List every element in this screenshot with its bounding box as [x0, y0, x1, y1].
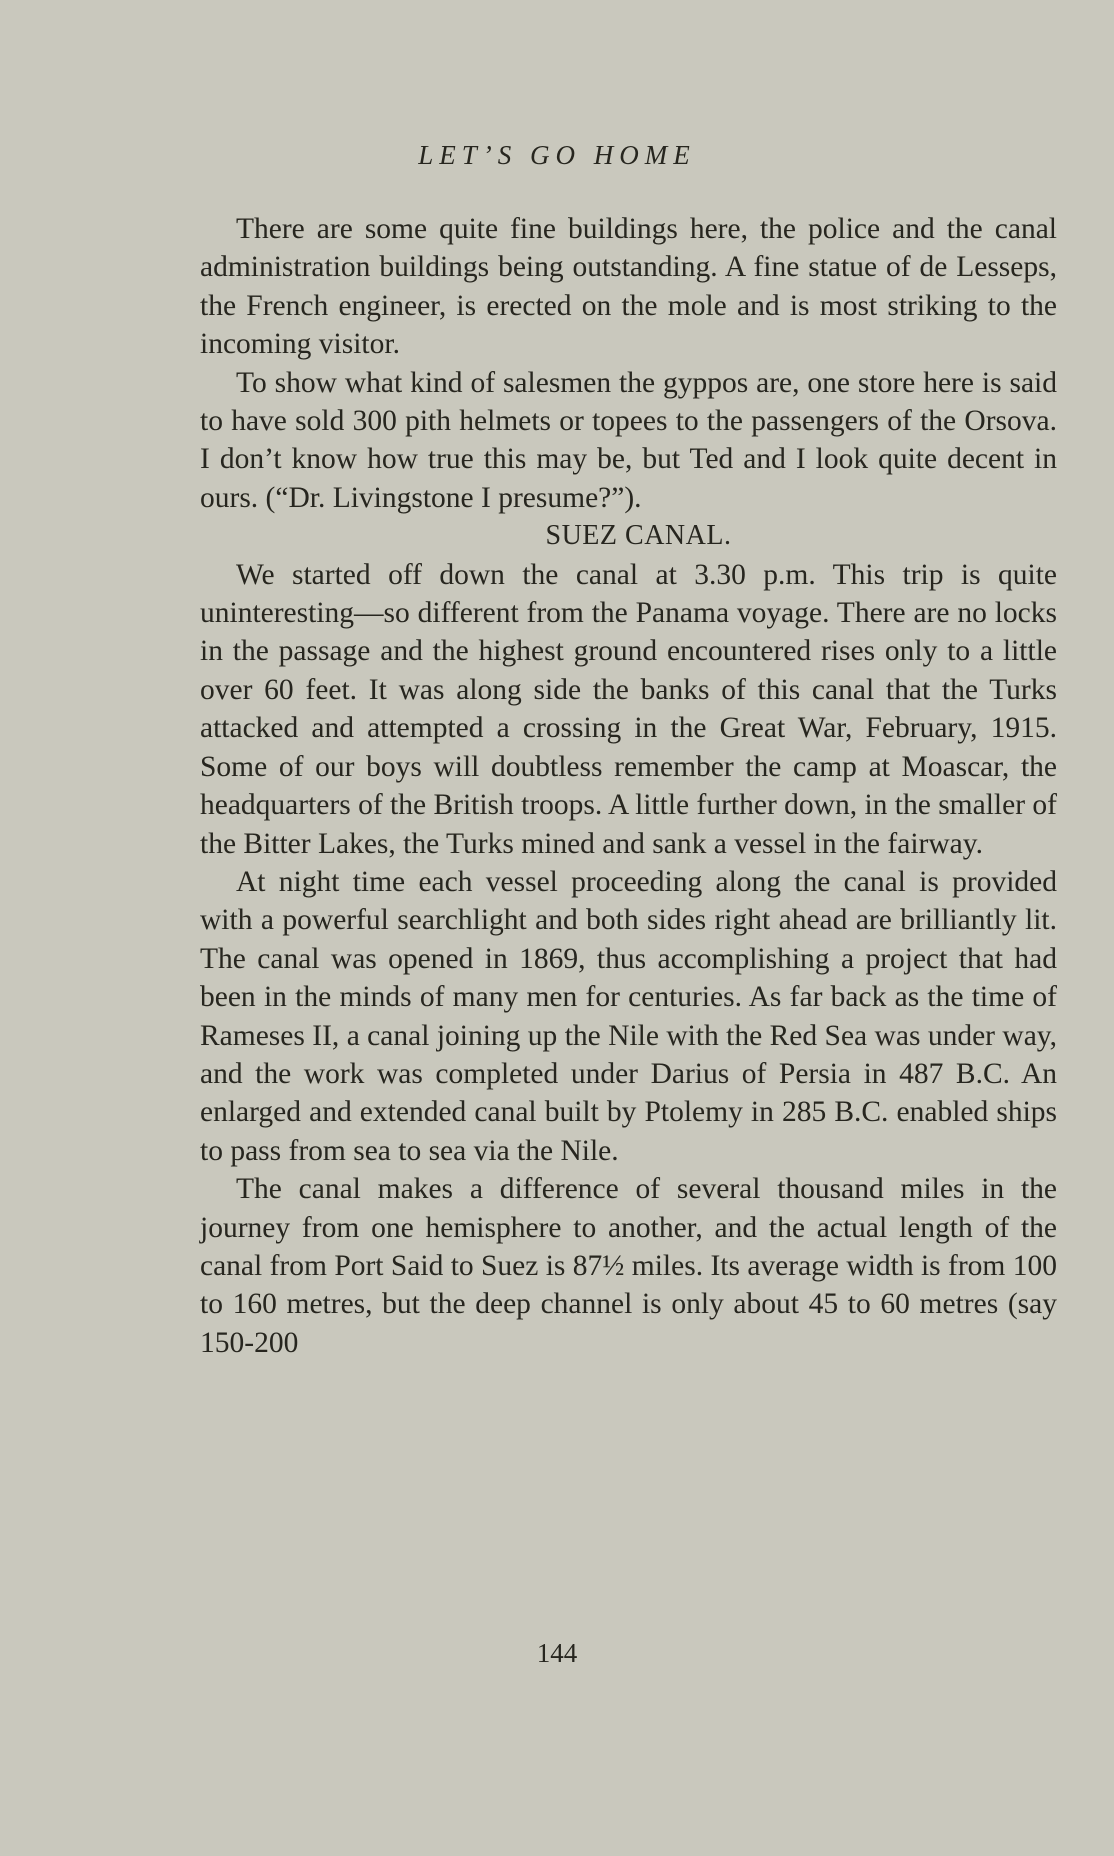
body-text: [200, 210, 1057, 1362]
running-header: LET’S GO HOME: [418, 140, 696, 170]
paragraph-helmets: To show what kind of salesmen the gyppos are, one store here is said to have sold 300 pith helmets or topees to the passengers of the Orsova. I don’t know how true this may be, but Ted and I look quite decent in ours. (“Dr. Livingstone I presume?”).: [200, 366, 1057, 514]
page-number: 144: [536, 1638, 578, 1668]
paragraph-canal-trip: We started off down the canal at 3.30 p.m. This trip is quite uninteresting—so different from the Panama voyage. There are no locks in the passage and the highest ground encountered rises only to a little over 60 feet. It was along side the banks of this canal that the Turks attacked and attempted a crossing in the Great War, February, 1915. Some of our boys will doubtless remember the camp at Moascar, the headquarters of the British troops. A little further down, in the smaller of the Bitter Lakes, the Turks mined and sank a vessel in the fairway.: [200, 558, 1057, 860]
paragraph-canal-dimensions: The canal makes a difference of several thousand miles in the journey from one hemisphere to another, and the actual length of the canal from Port Said to Suez is 87½ miles. Its average width is from 100 to 160 metres, but the deep channel is only about 45 to 60 metres (say 150-200: [200, 1173, 1057, 1359]
paragraph-canal-history: At night time each vessel proceeding along the canal is provided with a powerful searchlight and both sides right ahead are brilliantly lit. The canal was opened in 1869, thus accomplishing a project that had been in the minds of many men for centuries. As far back as the time of Rameses II, a canal joining up the Nile with the Red Sea was under way, and the work was completed under Darius of Persia in 487 B.C. An enlarged and extended canal built by Ptolemy in 285 B.C. enabled ships to pass from sea to sea via the Nile.: [200, 865, 1057, 1167]
paragraph-buildings: There are some quite fine buildings here, the police and the canal administration buildings being outstanding. A fine statue of de Lesseps, the French engineer, is erected on the mole and is most striking to the incoming visitor.: [200, 213, 1057, 361]
section-heading: SUEZ CANAL.: [545, 520, 732, 552]
